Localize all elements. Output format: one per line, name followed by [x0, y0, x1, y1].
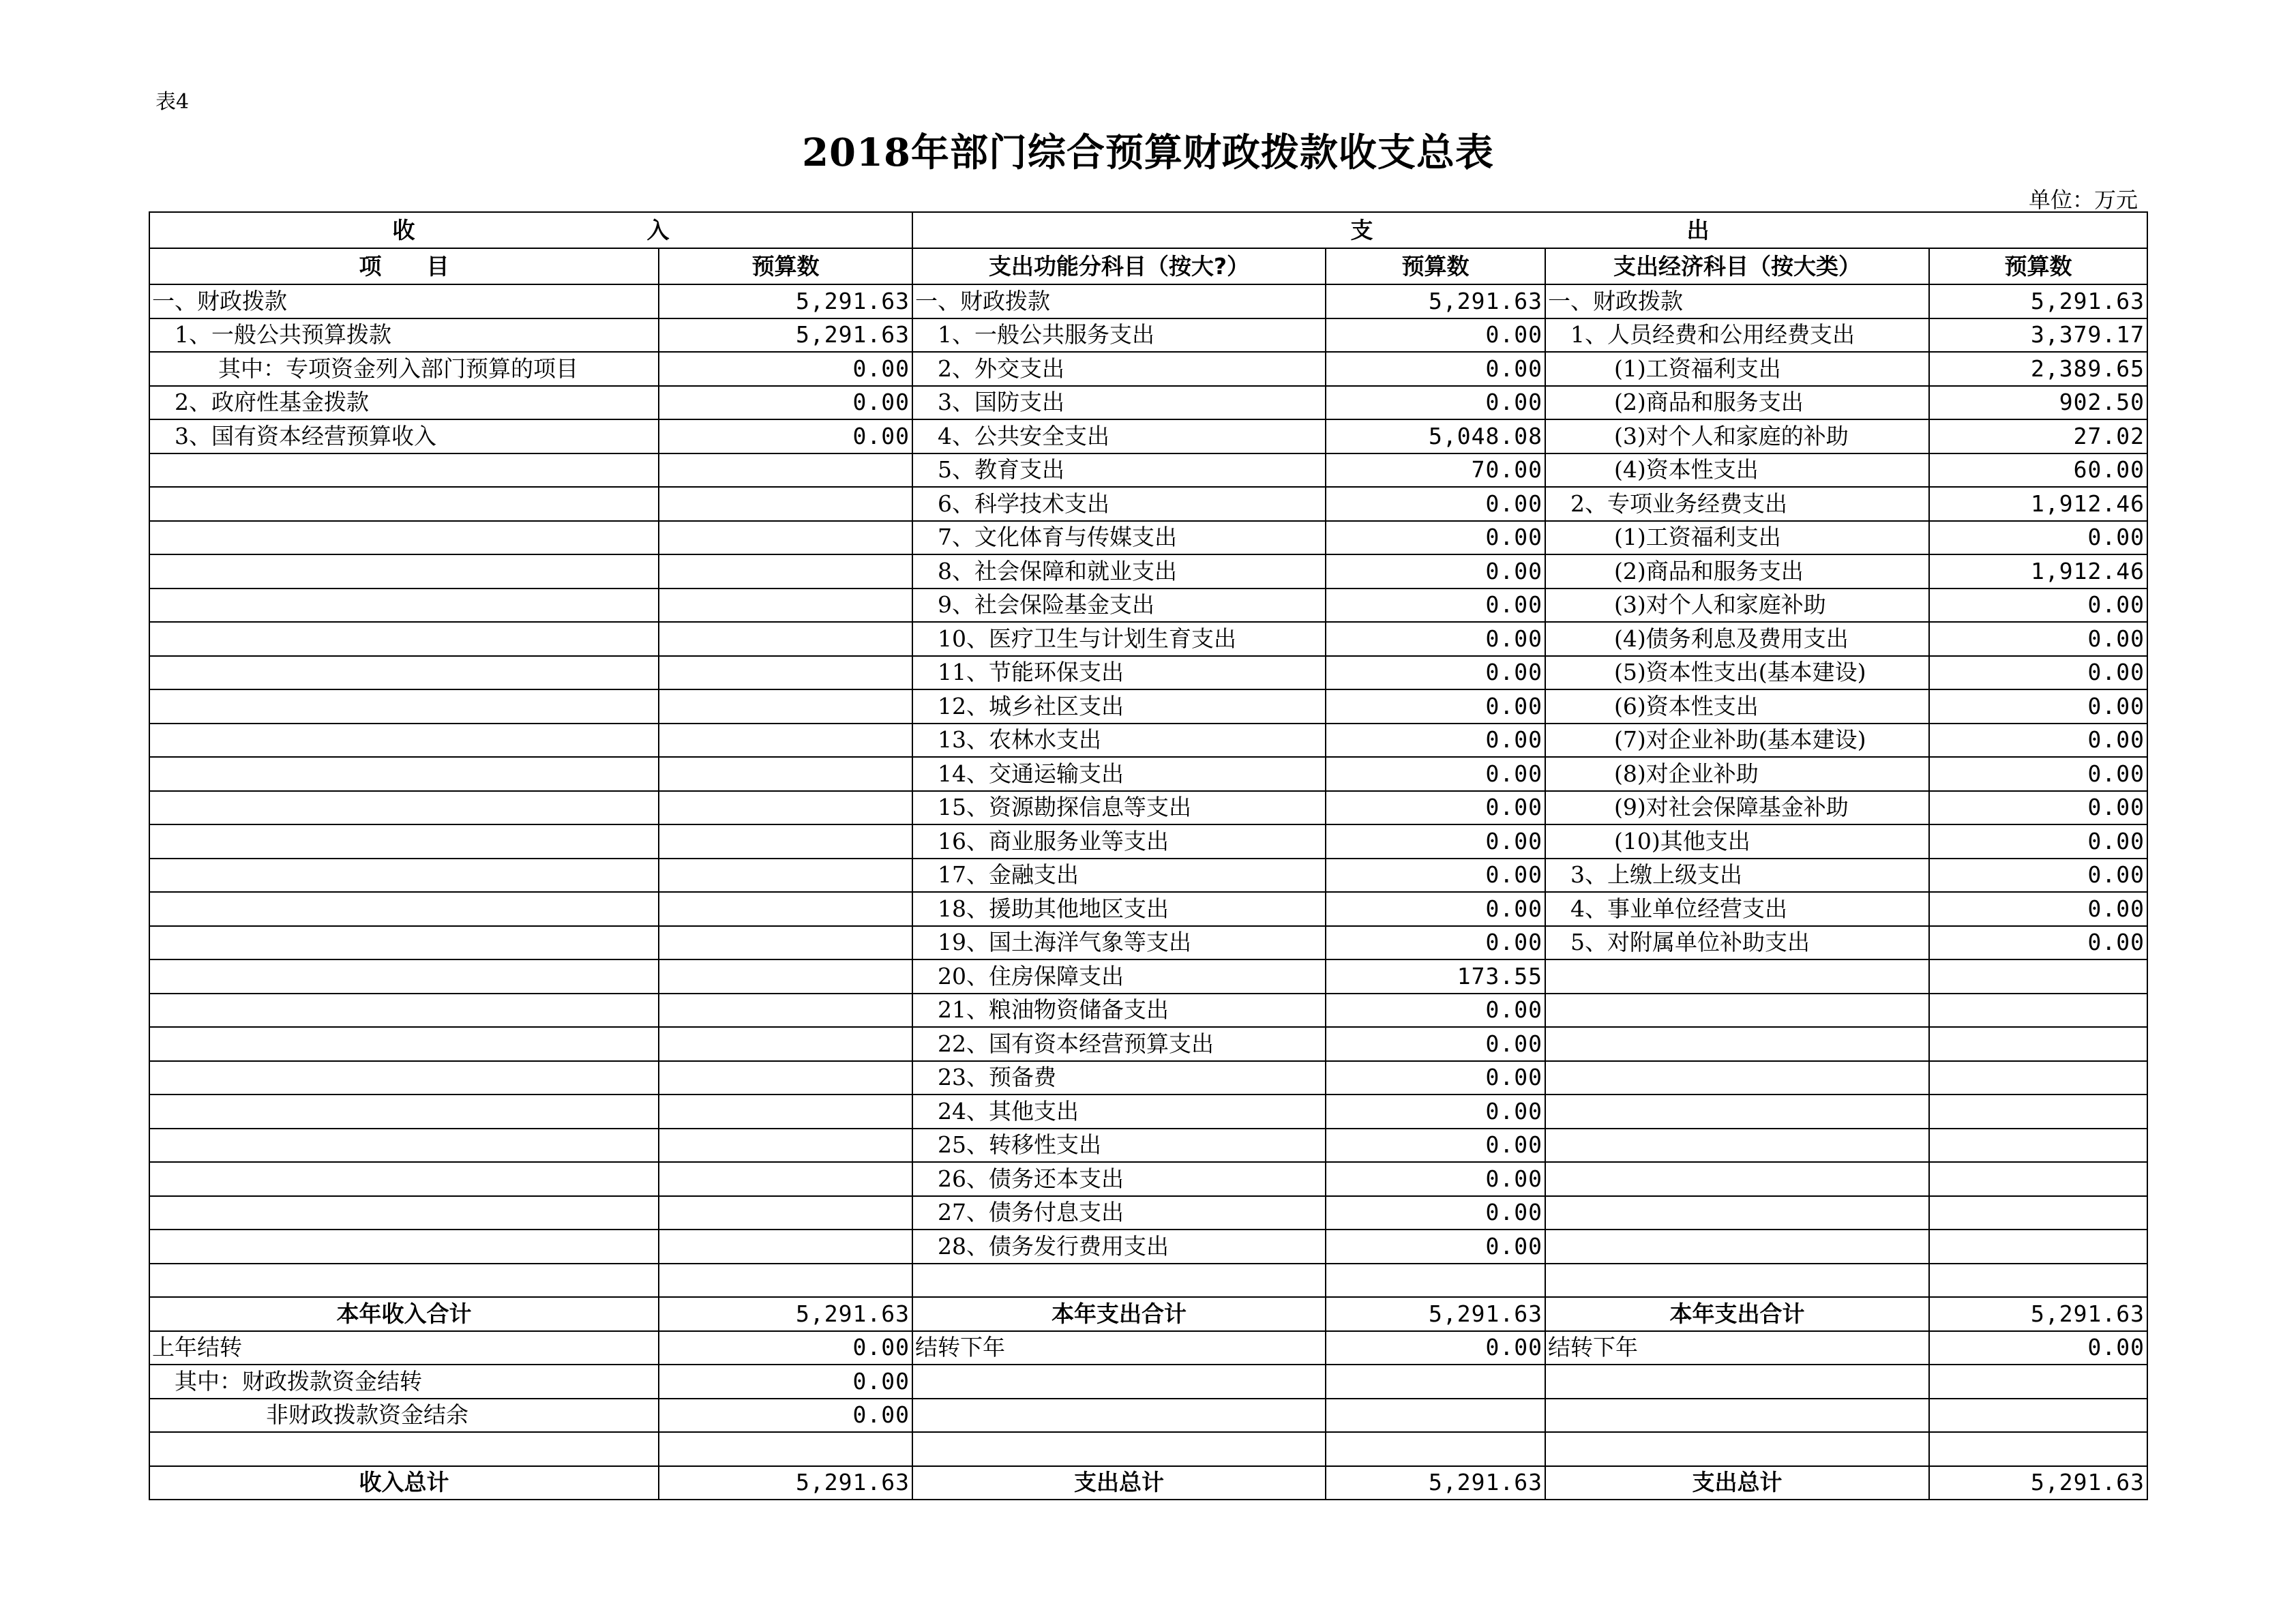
econ-category: (9)对社会保障基金补助 [1545, 791, 1929, 825]
section-header-row [149, 212, 2147, 248]
income-item [149, 859, 659, 893]
income-amount [659, 1061, 912, 1095]
carryover-row [149, 1331, 2147, 1365]
econ-category [1545, 1061, 1929, 1095]
func-category: 13、农林水支出 [912, 724, 1326, 758]
income-item: 其中：财政拨款资金结转 [149, 1365, 659, 1399]
table-row [149, 1095, 2147, 1129]
func-amount: 0.00 [1326, 554, 1545, 589]
income-amount [659, 791, 912, 825]
table-row [149, 656, 2147, 690]
table-row [149, 318, 2147, 353]
income-item [149, 1027, 659, 1061]
econ-category [1545, 1432, 1929, 1466]
func-category [912, 1432, 1326, 1466]
income-amount: 0.00 [659, 1331, 912, 1365]
func-category [912, 1399, 1326, 1433]
func-category: 8、社会保障和就业支出 [912, 554, 1326, 589]
econ-amount [1929, 1196, 2147, 1230]
econ-amount: 3,379.17 [1929, 318, 2147, 353]
income-amount [659, 892, 912, 926]
income-item [149, 1061, 659, 1095]
income-amount: 0.00 [659, 352, 912, 386]
income-amount [659, 757, 912, 791]
func-category: 22、国有资本经营预算支出 [912, 1027, 1326, 1061]
econ-category: (3)对个人和家庭补助 [1545, 589, 1929, 623]
func-category: 27、债务付息支出 [912, 1196, 1326, 1230]
income-item [149, 554, 659, 589]
econ-category: (1)工资福利支出 [1545, 521, 1929, 555]
econ-amount: 0.00 [1929, 791, 2147, 825]
func-category: 24、其他支出 [912, 1095, 1326, 1129]
func-category: 16、商业服务业等支出 [912, 824, 1326, 859]
unit-label: 单位：万元 [2028, 187, 2138, 213]
func-amount: 0.00 [1326, 318, 1545, 353]
table-row [149, 622, 2147, 656]
income-item [149, 1095, 659, 1129]
func-category: 本年支出合计 [912, 1297, 1326, 1331]
table-row [149, 824, 2147, 859]
func-amount: 0.00 [1326, 1061, 1545, 1095]
col-func-category: 支出功能分科目（按大?） [912, 248, 1326, 284]
func-amount: 0.00 [1326, 1331, 1545, 1365]
func-amount: 0.00 [1326, 656, 1545, 690]
econ-amount: 0.00 [1929, 521, 2147, 555]
income-amount: 0.00 [659, 1365, 912, 1399]
table-row [149, 724, 2147, 758]
income-amount [659, 656, 912, 690]
func-category: 21、粮油物资储备支出 [912, 994, 1326, 1028]
func-amount: 0.00 [1326, 521, 1545, 555]
income-amount [659, 554, 912, 589]
econ-amount [1929, 1027, 2147, 1061]
econ-category: (4)资本性支出 [1545, 453, 1929, 488]
income-amount [659, 1095, 912, 1129]
econ-amount [1929, 959, 2147, 994]
econ-category: 5、对附属单位补助支出 [1545, 926, 1929, 960]
func-category: 10、医疗卫生与计划生育支出 [912, 622, 1326, 656]
econ-category: (2)商品和服务支出 [1545, 554, 1929, 589]
econ-amount [1929, 994, 2147, 1028]
econ-category [1545, 994, 1929, 1028]
econ-amount: 0.00 [1929, 622, 2147, 656]
income-item: 3、国有资本经营预算收入 [149, 419, 659, 453]
table-row [149, 791, 2147, 825]
income-item [149, 724, 659, 758]
income-amount [659, 521, 912, 555]
econ-category [1545, 1129, 1929, 1163]
econ-category: (6)资本性支出 [1545, 689, 1929, 724]
col-econ-amount: 预算数 [1929, 248, 2147, 284]
econ-category [1545, 1264, 1929, 1298]
func-category: 7、文化体育与传媒支出 [912, 521, 1326, 555]
func-amount: 0.00 [1326, 1230, 1545, 1264]
income-item [149, 689, 659, 724]
econ-category: 本年支出合计 [1545, 1297, 1929, 1331]
econ-category [1545, 1162, 1929, 1196]
table-row [149, 1061, 2147, 1095]
income-item: 本年收入合计 [149, 1297, 659, 1331]
func-category: 25、转移性支出 [912, 1129, 1326, 1163]
income-item [149, 824, 659, 859]
col-func-amount: 预算数 [1326, 248, 1545, 284]
econ-category [1545, 1095, 1929, 1129]
table-row [149, 352, 2147, 386]
func-amount: 0.00 [1326, 1027, 1545, 1061]
income-item [149, 959, 659, 994]
func-amount: 5,291.63 [1326, 1297, 1545, 1331]
col-income-amount: 预算数 [659, 248, 912, 284]
func-amount: 0.00 [1326, 791, 1545, 825]
table-row [149, 1264, 2147, 1298]
income-amount [659, 622, 912, 656]
econ-category [1545, 1027, 1929, 1061]
econ-amount: 60.00 [1929, 453, 2147, 488]
table-row [149, 419, 2147, 453]
income-item [149, 892, 659, 926]
econ-category: (7)对企业补助(基本建设) [1545, 724, 1929, 758]
func-amount: 5,048.08 [1326, 419, 1545, 453]
func-amount [1326, 1365, 1545, 1399]
econ-amount: 902.50 [1929, 386, 2147, 420]
econ-category: (2)商品和服务支出 [1545, 386, 1929, 420]
econ-category: (5)资本性支出(基本建设) [1545, 656, 1929, 690]
func-amount: 173.55 [1326, 959, 1545, 994]
income-amount [659, 1264, 912, 1298]
econ-amount: 5,291.63 [1929, 1466, 2147, 1500]
econ-amount: 0.00 [1929, 892, 2147, 926]
table-row [149, 1129, 2147, 1163]
func-category: 18、援助其他地区支出 [912, 892, 1326, 926]
income-item [149, 1129, 659, 1163]
income-item [149, 757, 659, 791]
econ-amount [1929, 1264, 2147, 1298]
table-row [149, 994, 2147, 1028]
econ-amount: 0.00 [1929, 656, 2147, 690]
income-amount: 0.00 [659, 1399, 912, 1433]
func-category: 2、外交支出 [912, 352, 1326, 386]
econ-amount: 0.00 [1929, 824, 2147, 859]
col-econ-category: 支出经济科目（按大类） [1545, 248, 1929, 284]
income-item [149, 521, 659, 555]
func-category: 28、债务发行费用支出 [912, 1230, 1326, 1264]
econ-category: (1)工资福利支出 [1545, 352, 1929, 386]
income-item [149, 1230, 659, 1264]
income-item [149, 622, 659, 656]
income-item [149, 1162, 659, 1196]
income-amount [659, 1162, 912, 1196]
income-amount: 5,291.63 [659, 1466, 912, 1500]
func-amount: 70.00 [1326, 453, 1545, 488]
income-amount [659, 453, 912, 488]
func-amount: 0.00 [1326, 892, 1545, 926]
econ-category: (4)债务利息及费用支出 [1545, 622, 1929, 656]
func-amount: 0.00 [1326, 994, 1545, 1028]
func-amount: 0.00 [1326, 1095, 1545, 1129]
econ-amount [1929, 1162, 2147, 1196]
income-amount [659, 994, 912, 1028]
func-category: 结转下年 [912, 1331, 1326, 1365]
income-amount [659, 926, 912, 960]
func-amount: 5,291.63 [1326, 1466, 1545, 1500]
income-item: 2、政府性基金拨款 [149, 386, 659, 420]
econ-category: 3、上缴上级支出 [1545, 859, 1929, 893]
carryover-row [149, 1432, 2147, 1466]
income-amount: 5,291.63 [659, 318, 912, 353]
econ-amount: 0.00 [1929, 926, 2147, 960]
econ-category [1545, 1365, 1929, 1399]
income-amount: 5,291.63 [659, 284, 912, 318]
func-amount [1326, 1399, 1545, 1433]
income-amount [659, 724, 912, 758]
table-row [149, 859, 2147, 893]
table-row [149, 589, 2147, 623]
expense-section-header: 支 出 [912, 212, 2147, 248]
grand-total-row [149, 1466, 2147, 1500]
income-item: 上年结转 [149, 1331, 659, 1365]
func-category: 12、城乡社区支出 [912, 689, 1326, 724]
econ-amount [1929, 1230, 2147, 1264]
func-category: 26、债务还本支出 [912, 1162, 1326, 1196]
func-category: 15、资源勘探信息等支出 [912, 791, 1326, 825]
econ-amount: 2,389.65 [1929, 352, 2147, 386]
econ-category: (10)其他支出 [1545, 824, 1929, 859]
table-row [149, 1196, 2147, 1230]
func-category: 5、教育支出 [912, 453, 1326, 488]
page-title: 2018年部门综合预算财政拨款收支总表 [802, 130, 1494, 175]
func-amount: 5,291.63 [1326, 284, 1545, 318]
econ-amount [1929, 1365, 2147, 1399]
income-item [149, 453, 659, 488]
column-header-row [149, 248, 2147, 284]
econ-amount: 0.00 [1929, 859, 2147, 893]
econ-amount: 0.00 [1929, 1331, 2147, 1365]
econ-amount [1929, 1399, 2147, 1433]
econ-amount: 0.00 [1929, 757, 2147, 791]
func-amount: 0.00 [1326, 724, 1545, 758]
income-amount: 0.00 [659, 386, 912, 420]
func-category: 11、节能环保支出 [912, 656, 1326, 690]
econ-amount [1929, 1129, 2147, 1163]
func-amount: 0.00 [1326, 386, 1545, 420]
func-amount: 0.00 [1326, 926, 1545, 960]
econ-amount [1929, 1432, 2147, 1466]
table-row [149, 386, 2147, 420]
income-section-header: 收 入 [149, 212, 912, 248]
income-item: 一、财政拨款 [149, 284, 659, 318]
econ-category: (8)对企业补助 [1545, 757, 1929, 791]
func-amount [1326, 1432, 1545, 1466]
func-amount: 0.00 [1326, 689, 1545, 724]
func-category: 14、交通运输支出 [912, 757, 1326, 791]
income-amount [659, 1230, 912, 1264]
income-amount [659, 1196, 912, 1230]
func-category: 19、国土海洋气象等支出 [912, 926, 1326, 960]
income-amount [659, 959, 912, 994]
func-amount: 0.00 [1326, 589, 1545, 623]
table-row [149, 1230, 2147, 1264]
func-category: 3、国防支出 [912, 386, 1326, 420]
income-amount [659, 689, 912, 724]
carryover-row [149, 1399, 2147, 1433]
income-item [149, 1264, 659, 1298]
func-category: 20、住房保障支出 [912, 959, 1326, 994]
econ-amount: 1,912.46 [1929, 554, 2147, 589]
income-item [149, 926, 659, 960]
func-amount: 0.00 [1326, 859, 1545, 893]
econ-amount: 27.02 [1929, 419, 2147, 453]
econ-category [1545, 1230, 1929, 1264]
table-row [149, 892, 2147, 926]
econ-category [1545, 1399, 1929, 1433]
income-item [149, 589, 659, 623]
income-item: 收入总计 [149, 1466, 659, 1500]
func-amount: 0.00 [1326, 352, 1545, 386]
econ-amount [1929, 1061, 2147, 1095]
econ-amount: 5,291.63 [1929, 284, 2147, 318]
func-category: 9、社会保险基金支出 [912, 589, 1326, 623]
table-row [149, 689, 2147, 724]
econ-amount: 0.00 [1929, 689, 2147, 724]
income-amount [659, 1129, 912, 1163]
income-item [149, 1196, 659, 1230]
income-amount [659, 589, 912, 623]
econ-amount: 0.00 [1929, 589, 2147, 623]
table-number-label: 表4 [155, 90, 190, 114]
econ-category: 2、专项业务经费支出 [1545, 487, 1929, 521]
income-item [149, 1432, 659, 1466]
table-row [149, 554, 2147, 589]
income-amount [659, 1432, 912, 1466]
econ-category: (3)对个人和家庭的补助 [1545, 419, 1929, 453]
func-amount: 0.00 [1326, 622, 1545, 656]
income-item [149, 791, 659, 825]
income-item [149, 994, 659, 1028]
econ-category: 4、事业单位经营支出 [1545, 892, 1929, 926]
econ-amount: 5,291.63 [1929, 1297, 2147, 1331]
econ-category [1545, 1196, 1929, 1230]
income-amount: 5,291.63 [659, 1297, 912, 1331]
table-row [149, 487, 2147, 521]
func-amount: 0.00 [1326, 757, 1545, 791]
func-amount [1326, 1264, 1545, 1298]
func-category: 6、科学技术支出 [912, 487, 1326, 521]
econ-amount: 0.00 [1929, 724, 2147, 758]
table-row [149, 959, 2147, 994]
income-amount [659, 859, 912, 893]
carryover-row [149, 1365, 2147, 1399]
income-amount: 0.00 [659, 419, 912, 453]
func-category: 17、金融支出 [912, 859, 1326, 893]
table-row [149, 757, 2147, 791]
table-row [149, 1162, 2147, 1196]
func-amount: 0.00 [1326, 487, 1545, 521]
func-category: 支出总计 [912, 1466, 1326, 1500]
econ-category: 一、财政拨款 [1545, 284, 1929, 318]
func-category: 1、一般公共服务支出 [912, 318, 1326, 353]
func-category [912, 1264, 1326, 1298]
func-amount: 0.00 [1326, 1129, 1545, 1163]
table-row [149, 284, 2147, 318]
income-item: 1、一般公共预算拨款 [149, 318, 659, 353]
table-row [149, 453, 2147, 488]
income-item: 其中：专项资金列入部门预算的项目 [149, 352, 659, 386]
func-amount: 0.00 [1326, 1196, 1545, 1230]
income-item [149, 487, 659, 521]
econ-amount: 1,912.46 [1929, 487, 2147, 521]
budget-table [149, 211, 2148, 1500]
table-row [149, 521, 2147, 555]
func-amount: 0.00 [1326, 824, 1545, 859]
income-amount [659, 1027, 912, 1061]
func-category: 23、预备费 [912, 1061, 1326, 1095]
econ-amount [1929, 1095, 2147, 1129]
econ-category: 支出总计 [1545, 1466, 1929, 1500]
table-row [149, 1027, 2147, 1061]
func-amount: 0.00 [1326, 1162, 1545, 1196]
col-income-item: 项 目 [149, 248, 659, 284]
func-category [912, 1365, 1326, 1399]
income-item [149, 656, 659, 690]
income-amount [659, 824, 912, 859]
table-row [149, 926, 2147, 960]
func-category: 一、财政拨款 [912, 284, 1326, 318]
income-item: 非财政拨款资金结余 [149, 1399, 659, 1433]
income-amount [659, 487, 912, 521]
func-category: 4、公共安全支出 [912, 419, 1326, 453]
econ-category: 结转下年 [1545, 1331, 1929, 1365]
econ-category: 1、人员经费和公用经费支出 [1545, 318, 1929, 353]
year-total-row [149, 1297, 2147, 1331]
econ-category [1545, 959, 1929, 994]
